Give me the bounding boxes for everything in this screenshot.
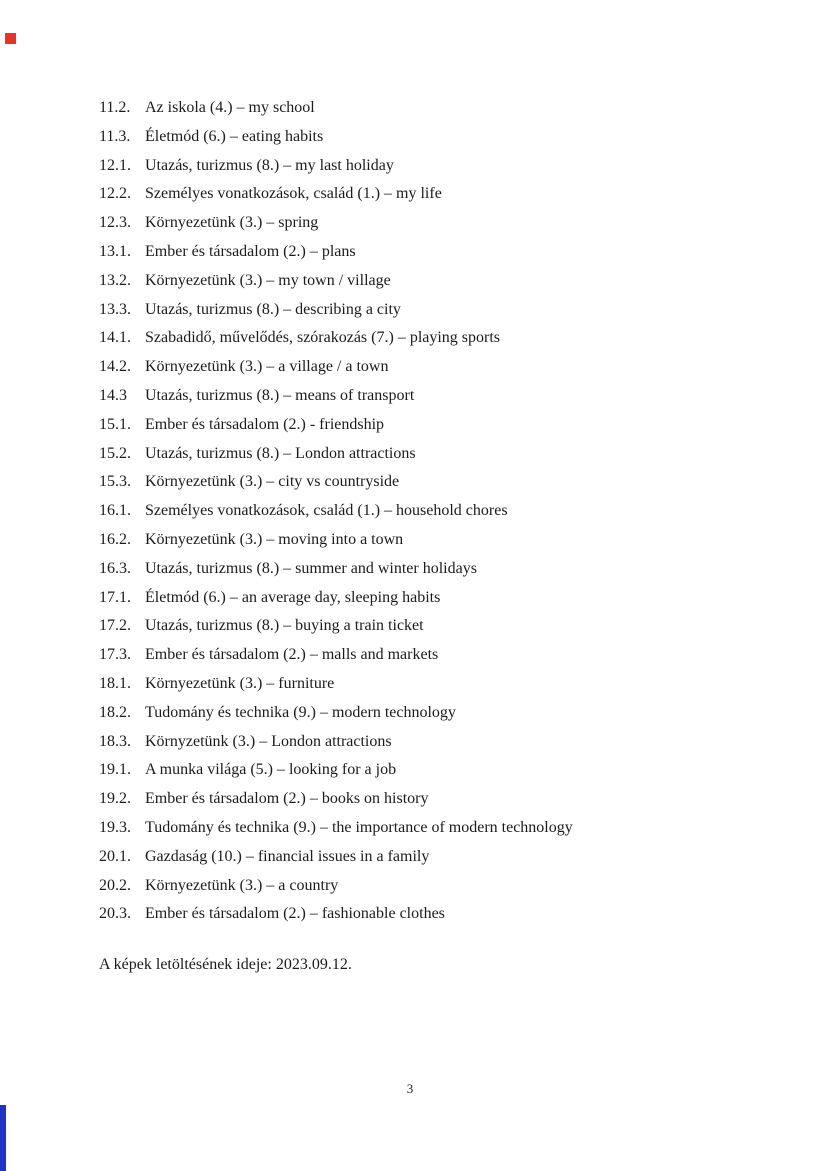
list-item-text: A munka világa (5.) – looking for a job [145,761,397,779]
list-item [99,872,759,901]
list-item [99,180,759,209]
list-item-number: 14.3 [99,386,127,404]
list-item [99,296,759,325]
list-item-number: 14.1. [99,329,131,347]
list-item [99,123,759,152]
list-item [99,267,759,296]
list-item-text: Ember és társadalom (2.) – books on history [145,790,429,808]
list-item [99,670,759,699]
list-item-number: 12.3. [99,214,131,232]
list-item-number: 19.2. [99,790,131,808]
list-item-number: 11.2. [99,99,131,116]
list-item [99,94,759,123]
topic-list [99,94,759,929]
list-item [99,728,759,757]
list-item-text: Gazdaság (10.) – financial issues in a family [145,847,430,865]
list-item [99,152,759,181]
list-item-number: 11.3. [99,127,131,145]
list-item-number: 16.1. [99,502,131,520]
list-item-text: Életmód (6.) – eating habits [145,127,324,145]
list-item [99,584,759,613]
list-item-text: Személyes vonatkozások, család (1.) – household chores [145,502,508,520]
list-item-text: Ember és társadalom (2.) - friendship [145,415,385,433]
list-item-number: 12.1. [99,156,131,174]
list-item-number: 20.2. [99,876,131,894]
list-item [99,785,759,814]
list-item-text: Az iskola (4.) – my school [145,99,315,116]
list-item-number: 18.2. [99,703,131,721]
list-item-number: 19.3. [99,818,131,836]
list-item [99,382,759,411]
list-item-text: Környezetünk (3.) – a country [145,876,339,894]
list-item [99,353,759,382]
list-item-number: 17.2. [99,617,131,635]
list-item-text: Szabadidő, művelődés, szórakozás (7.) – playing sports [145,329,501,347]
list-item-number: 13.2. [99,271,131,289]
list-item [99,641,759,670]
list-item [99,900,759,929]
list-item-number: 18.1. [99,674,131,692]
list-item-number: 20.3. [99,905,131,923]
list-item-text: Környezetünk (3.) – moving into a town [145,530,404,548]
list-item-text: Környezetünk (3.) – spring [145,214,319,232]
list-item [99,411,759,440]
list-item-number: 19.1. [99,761,131,779]
list-item-text: Utazás, turizmus (8.) – describing a city [145,300,401,318]
list-item-text: Utazás, turizmus (8.) – my last holiday [145,156,394,174]
list-item [99,612,759,641]
list-item-text: Életmód (6.) – an average day, sleeping habits [145,588,441,606]
list-item [99,699,759,728]
list-item-number: 15.2. [99,444,131,462]
list-item-number: 12.2. [99,185,131,203]
list-item [99,526,759,555]
list-item [99,555,759,584]
list-item-text: Környezetünk (3.) – my town / village [145,271,391,289]
list-item-text: Utazás, turizmus (8.) – means of transport [145,386,415,404]
list-item-number: 15.1. [99,415,131,433]
list-item-number: 15.3. [99,473,131,491]
list-item-text: Környezetünk (3.) – a village / a town [145,358,389,376]
list-item-number: 13.1. [99,242,131,260]
list-item-text: Utazás, turizmus (8.) – summer and winter holidays [145,559,477,577]
list-item-text: Ember és társadalom (2.) – fashionable clothes [145,905,445,923]
list-item-text: Ember és társadalom (2.) – malls and markets [145,646,439,664]
list-item-text: Személyes vonatkozások, család (1.) – my life [145,185,442,203]
list-item [99,324,759,353]
list-item-number: 16.3. [99,559,131,577]
list-item-number: 14.2. [99,358,131,376]
list-item [99,209,759,238]
list-item-number: 20.1. [99,847,131,865]
list-item-text: Környezetünk (3.) – furniture [145,674,335,692]
list-item [99,843,759,872]
list-item-number: 16.2. [99,530,131,548]
red-square-mark [5,33,16,44]
list-item-text: Tudomány és technika (9.) – modern technology [145,703,456,721]
list-item-text: Ember és társadalom (2.) – plans [145,242,356,260]
list-item-text: Utazás, turizmus (8.) – buying a train ticket [145,617,424,635]
list-item-text: Tudomány és technika (9.) – the importance of modern technology [145,818,573,836]
blue-bar-mark [0,1105,6,1171]
page-number: 3 [406,1081,414,1096]
list-item [99,814,759,843]
list-item-number: 13.3. [99,300,131,318]
list-item [99,756,759,785]
list-item [99,468,759,497]
list-item-number: 17.1. [99,588,131,606]
list-item-text: Utazás, turizmus (8.) – London attractions [145,444,416,462]
list-item [99,238,759,267]
list-item-number: 17.3. [99,646,131,664]
list-item [99,497,759,526]
list-item [99,440,759,469]
list-item-text: Környzetünk (3.) – London attractions [145,732,392,750]
footer-note: A képek letöltésének ideje: 2023.09.12. [99,956,352,973]
list-item-number: 18.3. [99,732,131,750]
list-item-text: Környezetünk (3.) – city vs countryside [145,473,400,491]
